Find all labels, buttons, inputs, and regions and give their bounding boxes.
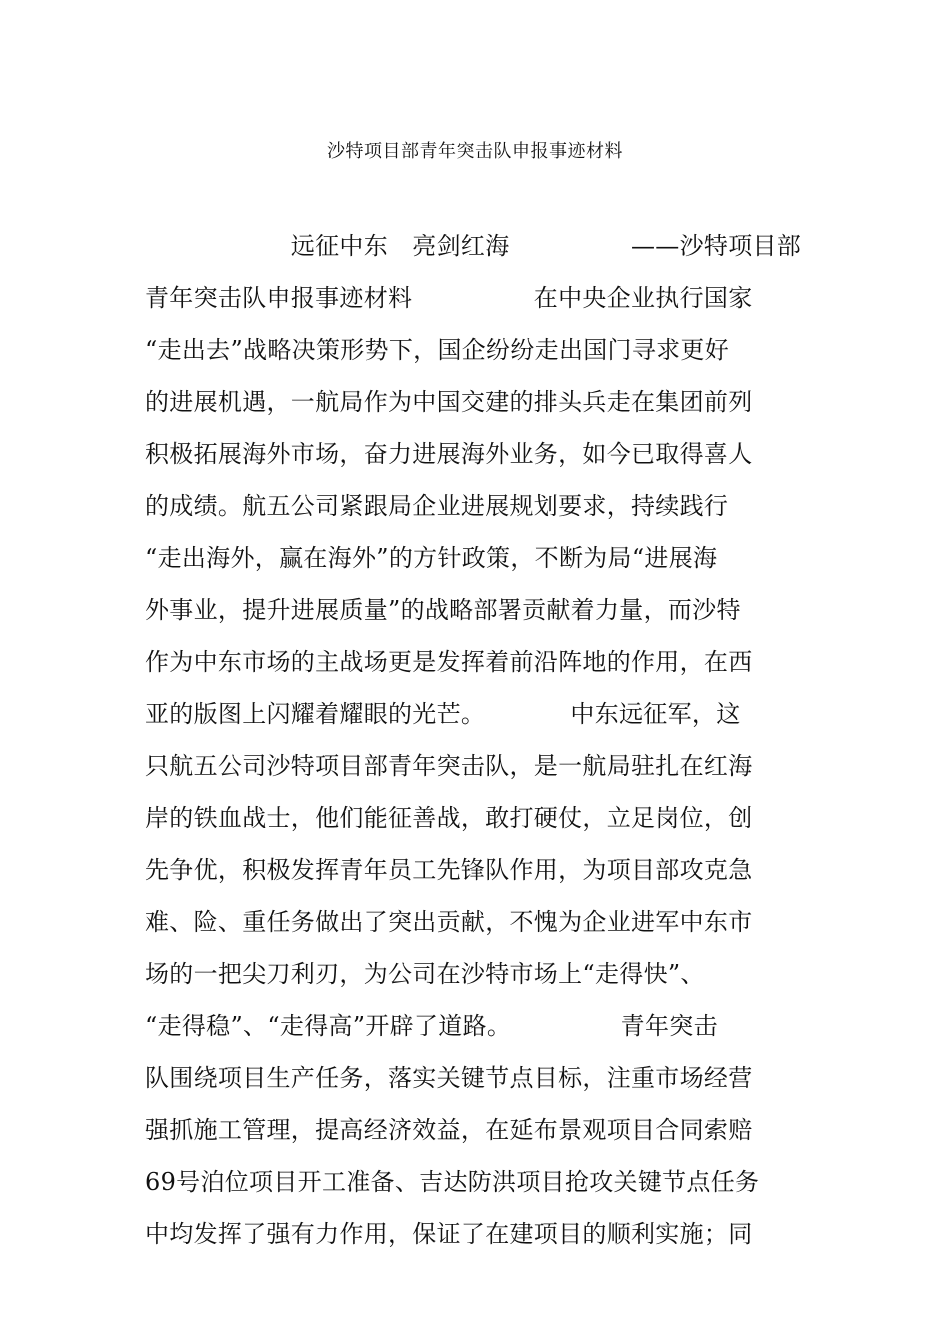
body-line: 的进展机遇，一航局作为中国交建的排头兵走在集团前列 (145, 388, 753, 416)
body-line: 青年突击队申报事迹材料 在中央企业执行国家 (145, 284, 753, 312)
body-line: 难、险、重任务做出了突出贡献，不愧为企业进军中东市 (145, 908, 753, 936)
body-line: 先争优，积极发挥青年员工先锋队作用，为项目部攻克急 (145, 856, 753, 884)
body-line: 69号泊位项目开工准备、吉达防洪项目抢攻关键节点任务 (145, 1168, 760, 1196)
body-line: 外事业，提升进展质量”的战略部署贡献着力量，而沙特 (145, 596, 741, 624)
body-line: “走出海外，赢在海外”的方针政策，不断为局“进展海 (145, 544, 718, 572)
body-line: 强抓施工管理，提高经济效益，在延布景观项目合同索赔 (145, 1116, 753, 1144)
body-line: “走出去”战略决策形势下，国企纷纷走出国门寻求更好 (145, 336, 730, 364)
body-line: 岸的铁血战士，他们能征善战，敢打硬仗，立足岗位，创 (145, 804, 753, 832)
body-line: 作为中东市场的主战场更是发挥着前沿阵地的作用，在西 (145, 648, 753, 676)
body-line: 队围绕项目生产任务，落实关键节点目标，注重市场经营 (145, 1064, 753, 1092)
body-line: 中均发挥了强有力作用，保证了在建项目的顺利实施；同 (145, 1220, 753, 1248)
body-line: 只航五公司沙特项目部青年突击队，是一航局驻扎在红海 (145, 752, 753, 780)
body-line: 场的一把尖刀利刃，为公司在沙特市场上“走得快”、 (145, 960, 705, 988)
body-line: “走得稳”、“走得高”开辟了道路。 青年突击 (145, 1012, 718, 1040)
body-line: 积极拓展海外市场，奋力进展海外业务，如今已取得喜人 (145, 440, 753, 468)
body-line: 远征中东 亮剑红海 ——沙特项目部 (145, 232, 802, 260)
document-body (145, 220, 809, 1260)
document-title: 沙特项目部青年突击队申报事迹材料 (327, 141, 623, 162)
body-line: 亚的版图上闪耀着耀眼的光芒。 中东远征军，这 (145, 700, 741, 728)
body-line: 的成绩。航五公司紧跟局企业进展规划要求，持续践行 (145, 492, 729, 520)
